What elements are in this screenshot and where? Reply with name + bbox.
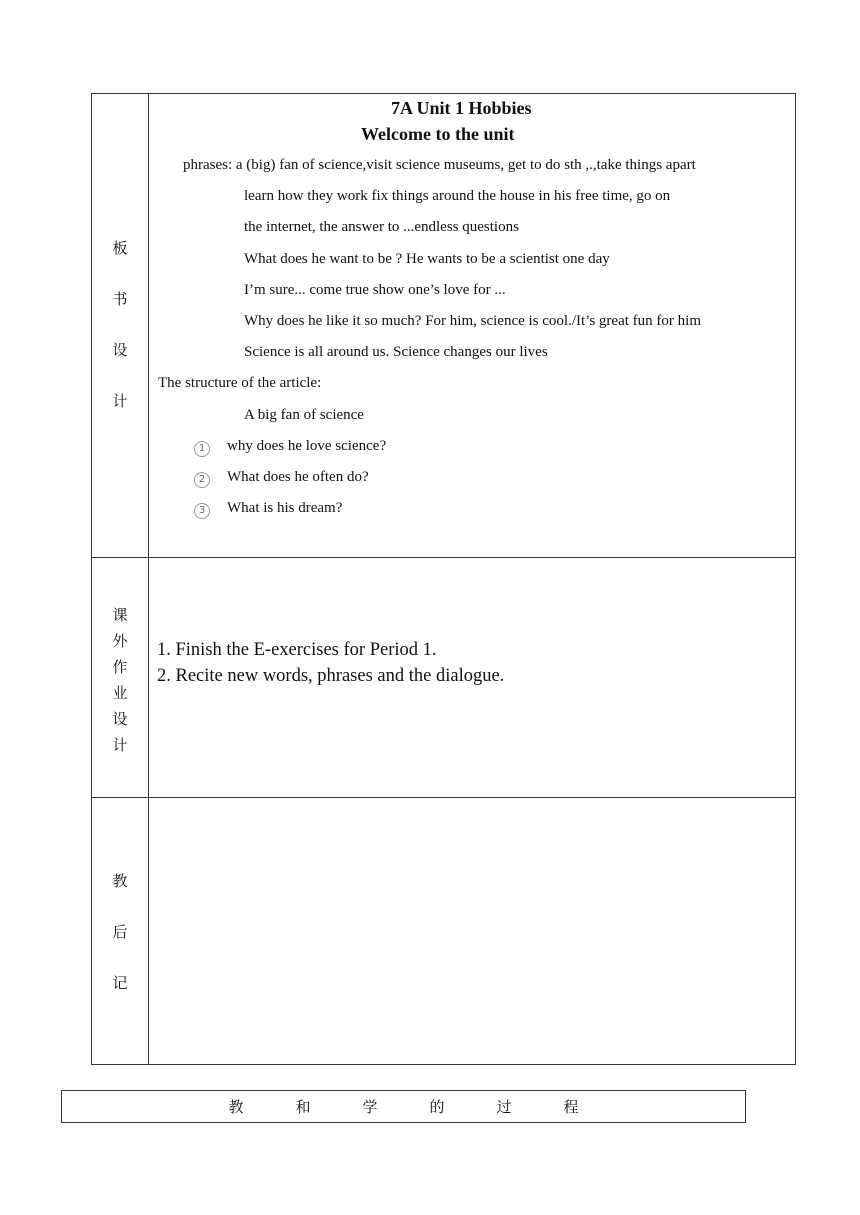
circled-number-icon: 1 xyxy=(194,441,210,457)
label-char: 课 xyxy=(112,606,128,624)
label-char: 作 xyxy=(112,658,128,676)
heading-char: 的 xyxy=(429,1098,445,1116)
circled-number-icon: 2 xyxy=(194,472,210,488)
label-char: 教 xyxy=(112,872,128,890)
label-char: 设 xyxy=(112,710,128,728)
label-char: 记 xyxy=(112,974,128,992)
heading-char: 和 xyxy=(295,1098,311,1116)
structure-item: What is his dream? xyxy=(227,500,343,516)
board-design-row xyxy=(92,94,796,558)
label-char: 设 xyxy=(112,341,128,359)
homework-item: 1. Finish the E-exercises for Period 1. xyxy=(157,640,437,660)
heading-char: 过 xyxy=(496,1098,512,1116)
homework-content xyxy=(149,558,796,798)
board-design-label xyxy=(92,94,149,558)
structure-item: why does he love science? xyxy=(227,438,387,454)
reflection-label xyxy=(92,798,149,1065)
label-char: 计 xyxy=(112,736,128,754)
phrases-line: What does he want to be ? He wants to be a scientist one day xyxy=(244,251,610,267)
label-char: 业 xyxy=(112,684,128,702)
phrases-line: Science is all around us. Science changes our lives xyxy=(244,344,548,360)
heading-char: 程 xyxy=(563,1098,579,1116)
label-char: 外 xyxy=(112,632,128,650)
heading-char: 学 xyxy=(362,1098,378,1116)
heading-char: 教 xyxy=(228,1098,244,1116)
structure-heading: The structure of the article: xyxy=(158,375,322,391)
homework-label xyxy=(92,558,149,798)
lesson-plan-table xyxy=(91,93,796,1065)
homework-item: 2. Recite new words, phrases and the dialogue. xyxy=(157,666,505,686)
label-char: 板 xyxy=(112,239,128,257)
circled-number-icon: 3 xyxy=(194,503,210,519)
phrases-line: I’m sure... come true show one’s love for ... xyxy=(244,282,506,298)
phrases-line: the internet, the answer to ...endless questions xyxy=(244,219,519,235)
reflection-row xyxy=(92,798,796,1065)
label-char: 书 xyxy=(112,290,128,308)
phrases-line: learn how they work fix things around the house in his free time, go on xyxy=(244,188,671,204)
lesson-title: 7A Unit 1 Hobbies xyxy=(391,98,532,118)
structure-item: What does he often do? xyxy=(227,469,369,485)
homework-row xyxy=(92,558,796,798)
reflection-content xyxy=(149,798,796,1065)
lesson-subtitle: Welcome to the unit xyxy=(361,124,515,144)
label-char: 计 xyxy=(112,392,128,410)
structure-topic: A big fan of science xyxy=(244,407,364,423)
phrases-line: Why does he like it so much? For him, science is cool./It’s great fun for him xyxy=(244,313,701,329)
phrases-line: phrases: a (big) fan of science,visit science museums, get to do sth ,.,take things apart xyxy=(183,157,696,173)
board-design-content xyxy=(149,94,796,558)
process-heading-box xyxy=(61,1090,746,1123)
label-char: 后 xyxy=(112,923,128,941)
